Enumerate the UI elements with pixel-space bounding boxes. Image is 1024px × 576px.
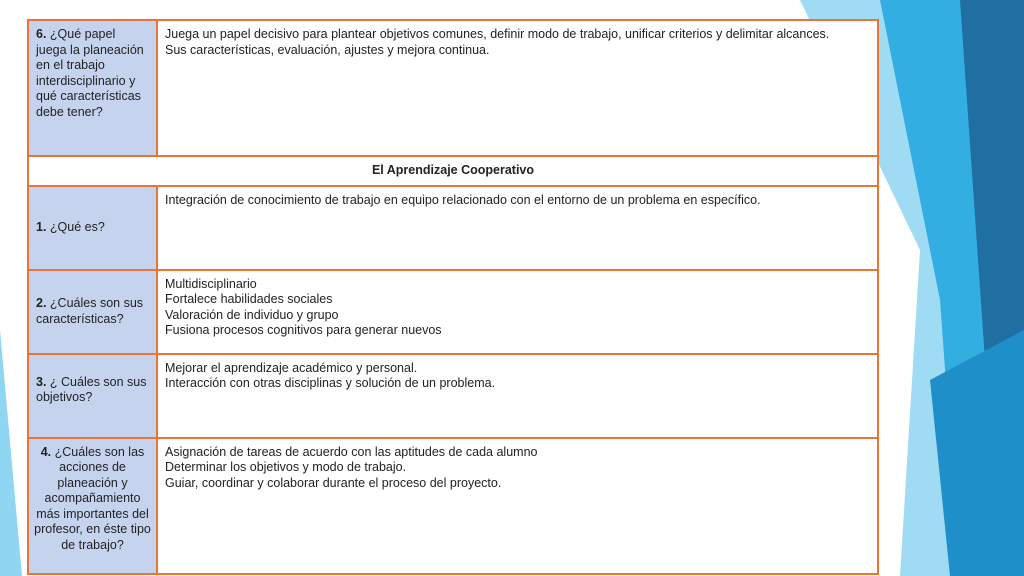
content-table	[27, 19, 879, 575]
answer-line: Interacción con otras disciplinas y solución de un problema.	[165, 376, 496, 390]
answer-cell-2	[157, 270, 878, 354]
question-text-6: ¿Qué papel juega la planeación en el trabajo interdisciplinario y qué características debe tener?	[36, 27, 144, 119]
question-cell-4	[28, 438, 157, 574]
answer-line: Fusiona procesos cognitivos para generar nuevos	[165, 323, 442, 337]
answer-cell-1	[157, 186, 878, 270]
answer-line: Valoración de individuo y grupo	[165, 307, 339, 322]
answer-line: Juega un papel decisivo para plantear objetivos comunes, definir modo de trabajo, unificar criterios y delimitar alcances.	[165, 27, 830, 41]
answer-line: Multidisciplinario	[165, 276, 257, 291]
table-row-3	[28, 354, 878, 438]
section-title: El Aprendizaje Cooperativo	[28, 156, 878, 186]
question-number-1: 1.	[36, 219, 47, 234]
answer-line: Asignación de tareas de acuerdo con las aptitudes de cada alumno	[165, 444, 538, 459]
question-text-1: ¿Qué es?	[49, 219, 105, 234]
question-text-4: ¿Cuáles son las acciones de planeación y acompañamiento más importantes del profesor, en éste tipo de trabajo?	[34, 444, 151, 552]
question-cell-3	[28, 354, 157, 438]
answer-cell-3	[157, 354, 878, 438]
question-number-6: 6.	[36, 27, 47, 41]
table-row-4	[28, 438, 878, 574]
question-cell-1	[28, 186, 157, 270]
answer-line: Determinar los objetivos y modo de trabajo.	[165, 460, 407, 474]
answer-line: Fortalece habilidades sociales	[165, 292, 333, 306]
answer-line: Mejorar el aprendizaje académico y personal.	[165, 360, 418, 375]
answer-cell-6	[157, 20, 878, 156]
answer-line: Guiar, coordinar y colaborar durante el proceso del proyecto.	[165, 475, 502, 490]
table-row-6	[28, 20, 878, 156]
section-header-row	[28, 156, 878, 186]
answer-line: Sus características, evaluación, ajustes y mejora continua.	[165, 42, 490, 57]
question-cell-6	[28, 20, 157, 156]
question-number-2: 2.	[36, 296, 47, 310]
answer-cell-4	[157, 438, 878, 574]
table-row-1	[28, 186, 878, 270]
deco-left-sliver	[0, 330, 22, 576]
question-text-3: ¿ Cuáles son sus objetivos?	[36, 374, 147, 404]
table-row-2	[28, 270, 878, 354]
content-table-wrapper	[27, 19, 879, 575]
question-number-3: 3.	[36, 374, 47, 389]
question-number-4: 4.	[40, 444, 52, 459]
answer-line: Integración de conocimiento de trabajo en equipo relacionado con el entorno de un problema en específico.	[165, 192, 761, 207]
question-text-2: ¿Cuáles son sus características?	[36, 296, 144, 326]
question-cell-2	[28, 270, 157, 354]
